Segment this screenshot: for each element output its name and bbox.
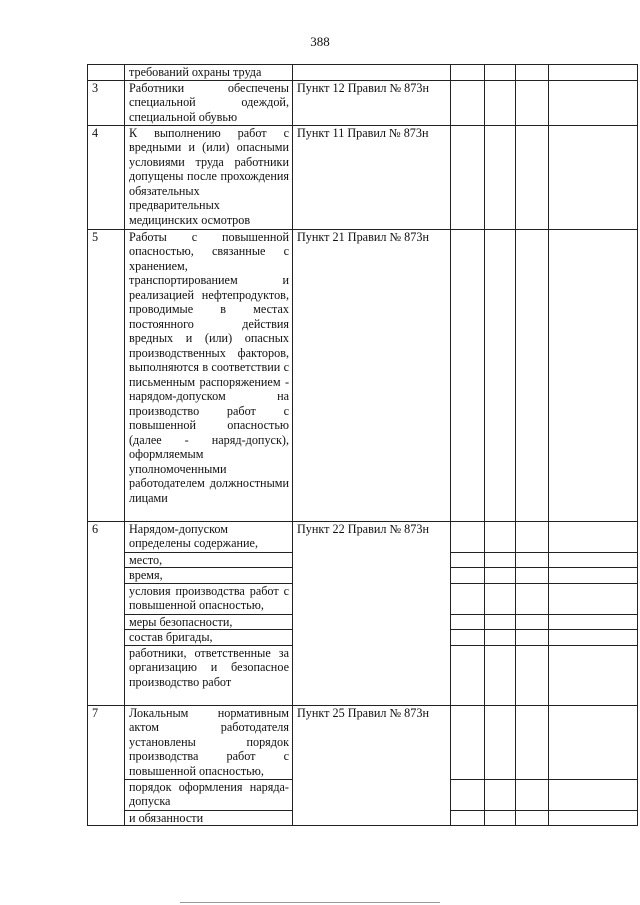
notes-cell xyxy=(549,779,638,810)
reference-cell: Пункт 12 Правил № 873н xyxy=(293,80,451,125)
requirement-cell: состав бригады, xyxy=(125,630,293,646)
answer-yes-cell xyxy=(451,583,485,614)
notes-cell xyxy=(549,125,638,229)
reference-cell: Пункт 25 Правил № 873н xyxy=(293,705,451,826)
answer-no-cell xyxy=(485,810,516,826)
notes-cell xyxy=(549,80,638,125)
table-row xyxy=(88,125,638,229)
answer-na-cell xyxy=(516,630,549,646)
notes-cell xyxy=(549,583,638,614)
answer-na-cell xyxy=(516,125,549,229)
answer-yes-cell xyxy=(451,521,485,552)
requirement-cell: Локальным нормативным актом работодателя установлены порядок производства работ с повышенной опасностью, xyxy=(125,705,293,779)
answer-na-cell xyxy=(516,568,549,584)
answer-yes-cell xyxy=(451,125,485,229)
notes-cell xyxy=(549,645,638,705)
answer-na-cell xyxy=(516,583,549,614)
notes-cell xyxy=(549,705,638,779)
reference-cell: Пункт 22 Правил № 873н xyxy=(293,521,451,705)
notes-cell xyxy=(549,552,638,568)
table-row xyxy=(88,65,638,81)
answer-yes-cell xyxy=(451,645,485,705)
requirement-cell: требований охраны труда xyxy=(125,65,293,81)
answer-yes-cell xyxy=(451,705,485,779)
answer-no-cell xyxy=(485,552,516,568)
row-number-cell: 7 xyxy=(88,705,125,826)
answer-no-cell xyxy=(485,583,516,614)
answer-no-cell xyxy=(485,229,516,521)
answer-na-cell xyxy=(516,614,549,630)
answer-na-cell xyxy=(516,552,549,568)
answer-na-cell xyxy=(516,705,549,779)
answer-no-cell xyxy=(485,568,516,584)
reference-cell: Пункт 21 Правил № 873н xyxy=(293,229,451,521)
requirement-cell: меры безопасности, xyxy=(125,614,293,630)
answer-yes-cell xyxy=(451,614,485,630)
table-row xyxy=(88,521,638,552)
row-number-cell: 5 xyxy=(88,229,125,521)
requirement-cell: время, xyxy=(125,568,293,584)
page-number: 388 xyxy=(310,34,330,49)
notes-cell xyxy=(549,521,638,552)
checklist-table xyxy=(87,64,638,826)
answer-no-cell xyxy=(485,630,516,646)
answer-na-cell xyxy=(516,645,549,705)
requirement-cell: Нарядом-допуском определены содержание, xyxy=(125,521,293,552)
answer-na-cell xyxy=(516,521,549,552)
answer-no-cell xyxy=(485,645,516,705)
requirement-cell: место, xyxy=(125,552,293,568)
row-number-cell: 4 xyxy=(88,125,125,229)
answer-na-cell xyxy=(516,810,549,826)
answer-no-cell xyxy=(485,125,516,229)
notes-cell xyxy=(549,810,638,826)
answer-yes-cell xyxy=(451,779,485,810)
answer-no-cell xyxy=(485,705,516,779)
notes-cell xyxy=(549,568,638,584)
row-number-cell: 6 xyxy=(88,521,125,705)
answer-na-cell xyxy=(516,779,549,810)
reference-cell: Пункт 11 Правил № 873н xyxy=(293,125,451,229)
answer-no-cell xyxy=(485,614,516,630)
answer-yes-cell xyxy=(451,65,485,81)
requirement-cell: Работники обеспечены специальной одеждой, специальной обувью xyxy=(125,80,293,125)
answer-no-cell xyxy=(485,80,516,125)
bottom-rule xyxy=(180,902,440,903)
row-number-cell xyxy=(88,65,125,81)
requirement-cell: Работы с повышенной опасностью, связанные с хранением, транспортированием и реализацией нефтепродуктов, проводимые в местах постоянного действия вредных и (или) опасных производственных факторов, выполняются в соответствии с письменным распоряжением - нарядом-допуском на производство работ с повышенной опасностью (далее - наряд-допуск), оформляемым уполномоченными работодателем должностными лицами xyxy=(125,229,293,521)
notes-cell xyxy=(549,65,638,81)
table-row xyxy=(88,705,638,779)
answer-na-cell xyxy=(516,65,549,81)
requirement-cell: работники, ответственные за организацию и безопасное производство работ xyxy=(125,645,293,705)
answer-yes-cell xyxy=(451,810,485,826)
notes-cell xyxy=(549,630,638,646)
notes-cell xyxy=(549,229,638,521)
notes-cell xyxy=(549,614,638,630)
answer-yes-cell xyxy=(451,630,485,646)
answer-no-cell xyxy=(485,521,516,552)
requirement-cell: К выполнению работ с вредными и (или) опасными условиями труда работники допущены после прохождения обязательных предварительных медицинских осмотров xyxy=(125,125,293,229)
requirement-cell: условия производства работ с повышенной опасностью, xyxy=(125,583,293,614)
table-row xyxy=(88,229,638,521)
reference-cell xyxy=(293,65,451,81)
requirement-cell: и обязанности xyxy=(125,810,293,826)
answer-no-cell xyxy=(485,65,516,81)
answer-na-cell xyxy=(516,229,549,521)
answer-no-cell xyxy=(485,779,516,810)
answer-na-cell xyxy=(516,80,549,125)
row-number-cell: 3 xyxy=(88,80,125,125)
requirement-cell: порядок оформления наряда-допуска xyxy=(125,779,293,810)
answer-yes-cell xyxy=(451,80,485,125)
answer-yes-cell xyxy=(451,229,485,521)
table-row xyxy=(88,80,638,125)
answer-yes-cell xyxy=(451,552,485,568)
answer-yes-cell xyxy=(451,568,485,584)
